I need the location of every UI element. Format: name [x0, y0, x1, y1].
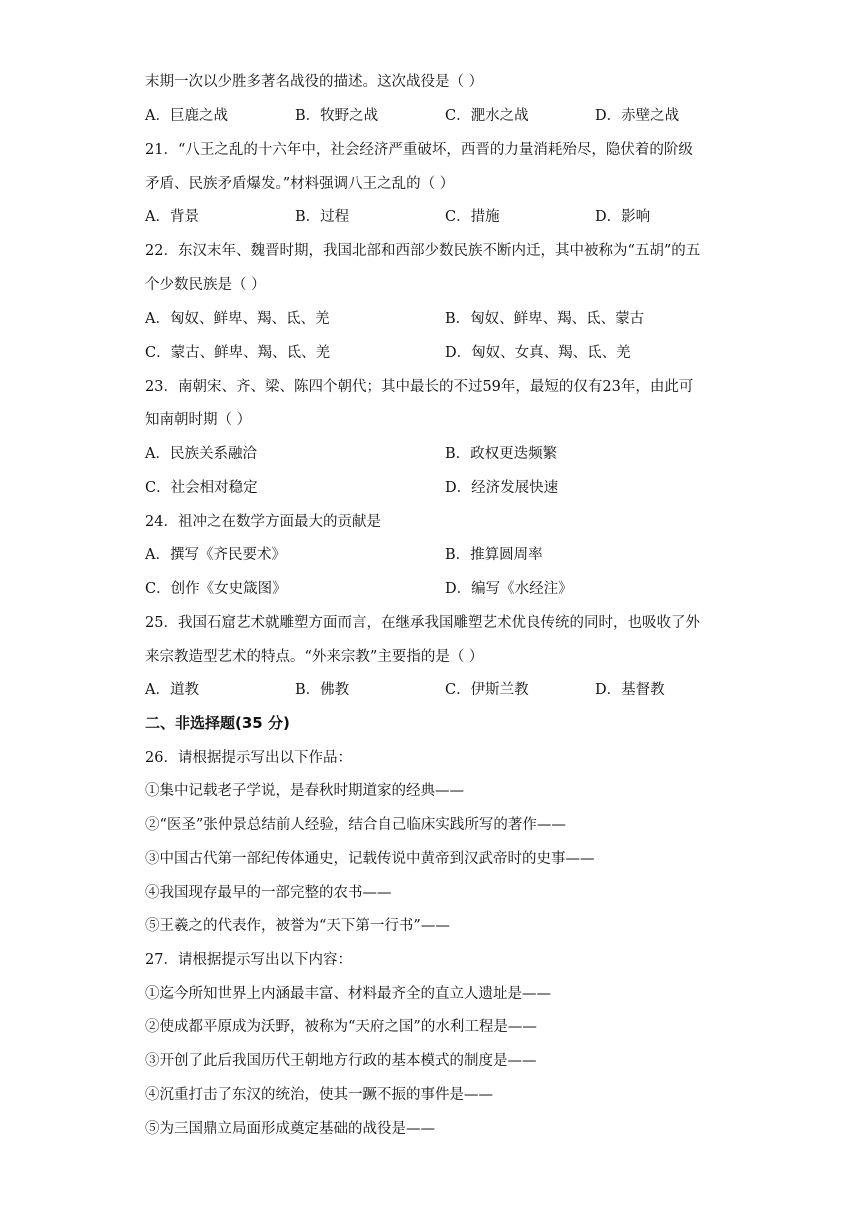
q20-option-c[interactable]: C．淝水之战 — [445, 108, 529, 124]
q23-option-c[interactable]: C．社会相对稳定 — [145, 480, 258, 496]
q23-option-d[interactable]: D．经济发展快速 — [445, 480, 559, 496]
q25-stem-line2: 来宗教造型艺术的特点。“外来宗教”主要指的是（ ） — [145, 649, 484, 665]
q26-item-3: ③中国古代第一部纪传体通史，记载传说中黄帝到汉武帝时的史事—— — [145, 851, 595, 867]
q27-title: 27．请根据提示写出以下内容： — [145, 952, 352, 968]
q25-option-c[interactable]: C．伊斯兰教 — [445, 682, 529, 698]
q22-stem-line2: 个少数民族是（ ） — [145, 277, 266, 293]
q22-option-d[interactable]: D．匈奴、女真、羯、氐、羌 — [445, 345, 631, 361]
q27-item-1: ①迄今所知世界上内涵最丰富、材料最齐全的直立人遗址是—— — [145, 986, 551, 1002]
q21-option-b[interactable]: B．过程 — [295, 209, 350, 225]
q20-option-a[interactable]: A．巨鹿之战 — [145, 108, 228, 124]
q26-item-4: ④我国现存最早的一部完整的农书—— — [145, 885, 392, 901]
q26-title: 26．请根据提示写出以下作品： — [145, 750, 352, 766]
q24-option-a[interactable]: A．撰写《齐民要术》 — [145, 547, 286, 563]
q26-item-1: ①集中记载老子学说，是春秋时期道家的经典—— — [145, 783, 464, 799]
q25-option-b[interactable]: B．佛教 — [295, 682, 350, 698]
q27-item-2: ②使成都平原成为沃野，被称为“天府之国”的水利工程是—— — [145, 1019, 537, 1035]
q25-stem-line1: 25．我国石窟艺术就雕塑方面而言，在继承我国雕塑艺术优良传统的同时，也吸收了外 — [145, 615, 700, 631]
q27-item-3: ③开创了此后我国历代王朝地方行政的基本模式的制度是—— — [145, 1053, 537, 1069]
q20-stem-tail: 末期一次以少胜多著名战役的描述。这次战役是（ ） — [145, 74, 484, 90]
q27-item-4: ④沉重打击了东汉的统治，使其一蹶不振的事件是—— — [145, 1087, 493, 1103]
q24-option-c[interactable]: C．创作《女史箴图》 — [145, 581, 287, 597]
q27-item-5: ⑤为三国鼎立局面形成奠定基础的战役是—— — [145, 1121, 435, 1137]
q23-option-a[interactable]: A．民族关系融洽 — [145, 446, 257, 462]
q22-option-b[interactable]: B．匈奴、鲜卑、羯、氐、蒙古 — [445, 311, 645, 327]
q23-stem-line1: 23．南朝宋、齐、梁、陈四个朝代；其中最长的不过59年，最短的仅有23年，由此可 — [145, 379, 694, 395]
q21-option-a[interactable]: A．背景 — [145, 209, 199, 225]
q25-option-a[interactable]: A．道教 — [145, 682, 199, 698]
section-2-heading: 二、非选择题(35 分) — [145, 714, 290, 732]
q24-option-d[interactable]: D．编写《水经注》 — [445, 581, 573, 597]
q21-stem-line2: 矛盾、民族矛盾爆发。”材料强调八王之乱的（ ） — [145, 176, 455, 192]
q26-item-5: ⑤王羲之的代表作，被誉为“天下第一行书”—— — [145, 918, 450, 934]
q21-option-c[interactable]: C．措施 — [445, 209, 500, 225]
q26-item-2: ②“医圣”张仲景总结前人经验，结合自己临床实践所写的著作—— — [145, 817, 566, 833]
q21-option-d[interactable]: D．影响 — [595, 209, 651, 225]
q24-option-b[interactable]: B．推算圆周率 — [445, 547, 543, 563]
q24-stem: 24．祖冲之在数学方面最大的贡献是 — [145, 514, 381, 530]
q20-option-d[interactable]: D．赤壁之战 — [595, 108, 680, 124]
q22-stem-line1: 22．东汉末年、魏晋时期，我国北部和西部少数民族不断内迁，其中被称为“五胡”的五 — [145, 243, 701, 259]
q23-stem-line2: 知南朝时期（ ） — [145, 412, 252, 428]
q20-option-b[interactable]: B．牧野之战 — [295, 108, 379, 124]
q22-option-a[interactable]: A．匈奴、鲜卑、羯、氐、羌 — [145, 311, 330, 327]
q25-option-d[interactable]: D．基督教 — [595, 682, 665, 698]
q22-option-c[interactable]: C．蒙古、鲜卑、羯、氐、羌 — [145, 345, 331, 361]
q23-option-b[interactable]: B．政权更迭频繁 — [445, 446, 558, 462]
q21-stem-line1: 21．“八王之乱的十六年中，社会经济严重破坏，西晋的力量消耗殆尽，隐伏着的阶级 — [145, 142, 693, 158]
